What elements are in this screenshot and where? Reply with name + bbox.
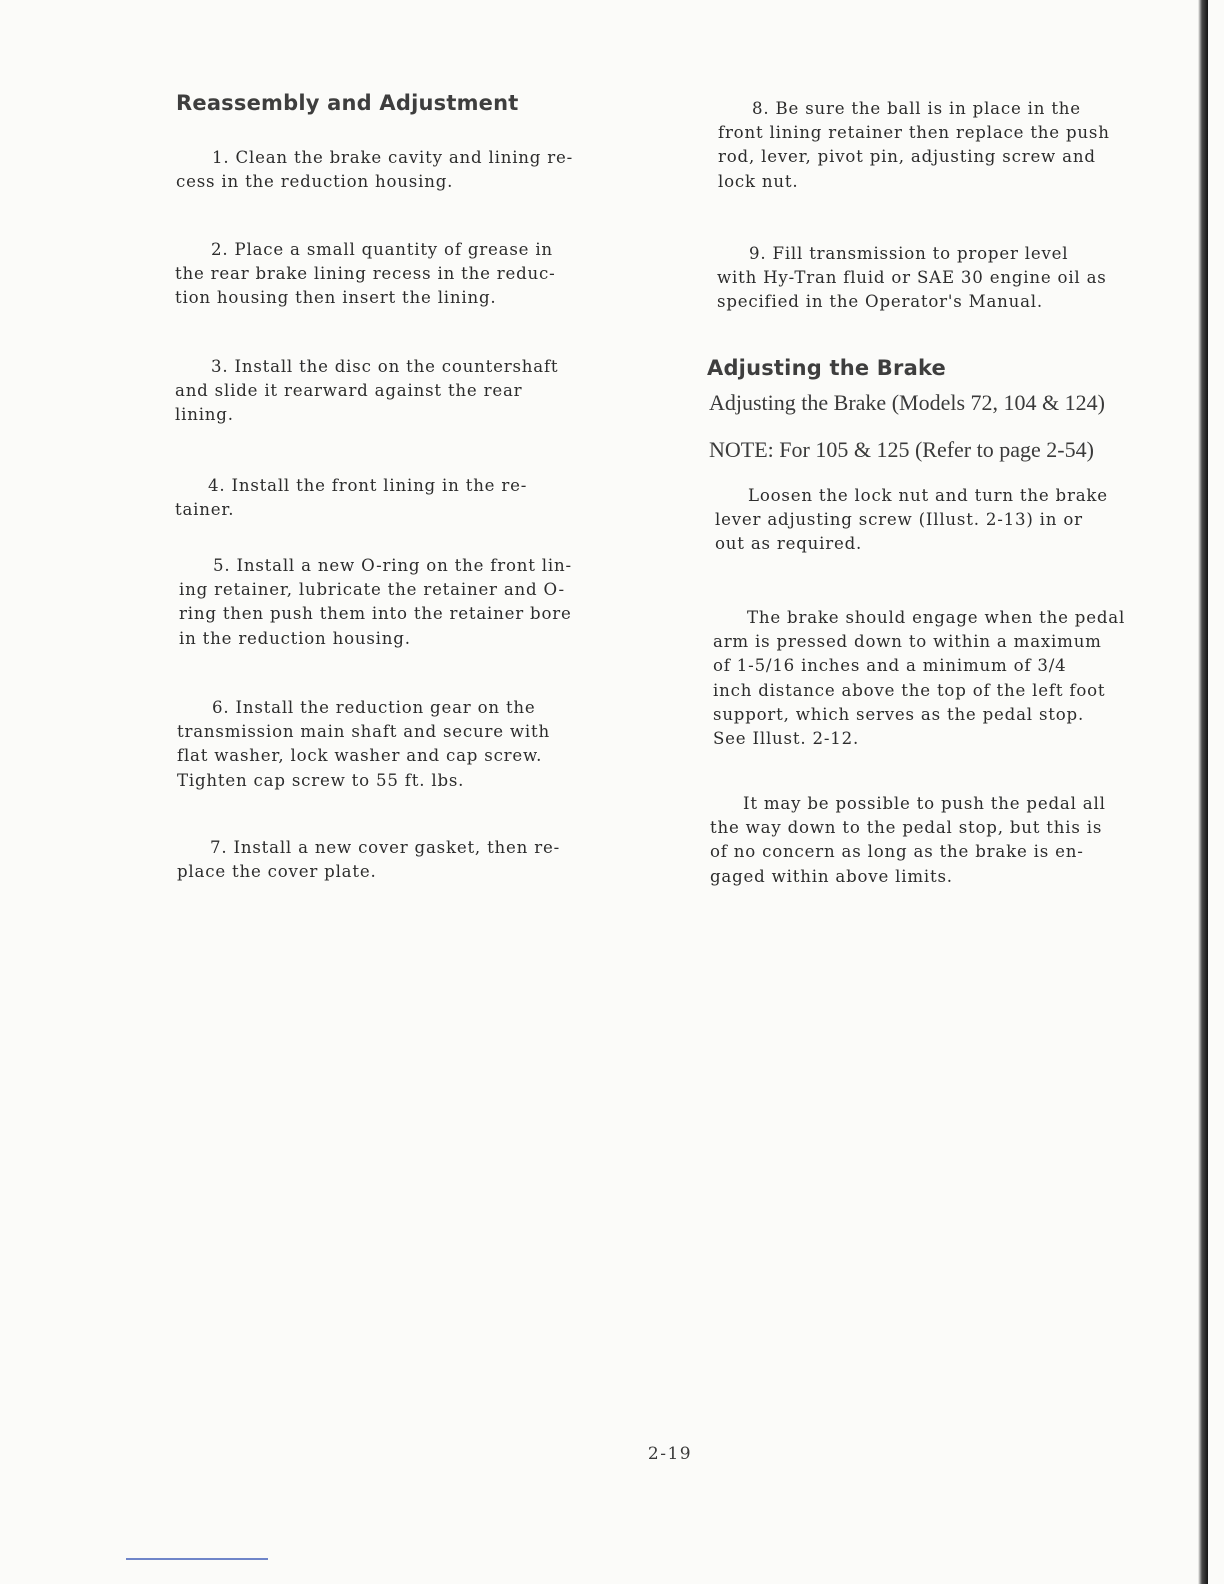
step-line: 6. Install the reduction gear on the <box>212 698 536 717</box>
step-line: 3. Install the disc on the countershaft <box>211 357 559 376</box>
step-line: cess in the reduction housing. <box>176 172 454 192</box>
paragraph-line: gaged within above limits. <box>710 866 953 886</box>
step-2 <box>175 238 556 311</box>
step-5 <box>179 554 572 651</box>
brake-paragraph-1 <box>715 484 1108 557</box>
step-line: lining. <box>175 405 234 425</box>
step-line: flat washer, lock washer and cap screw. <box>177 746 543 766</box>
step-4 <box>175 474 527 522</box>
adjusting-brake-models: Adjusting the Brake (Models 72, 104 & 124) <box>709 390 1105 415</box>
footer-rule <box>126 1558 268 1560</box>
paragraph-line: support, which serves as the pedal stop. <box>713 704 1085 724</box>
step-line: ring then push them into the retainer bore <box>179 604 572 624</box>
step-1 <box>176 146 573 194</box>
step-line: Tighten cap screw to 55 ft. lbs. <box>177 770 465 790</box>
paragraph-line: Loosen the lock nut and turn the brake <box>748 486 1108 505</box>
step-8 <box>718 97 1110 194</box>
paragraph-line: of 1-5/16 inches and a minimum of 3/4 <box>713 656 1067 676</box>
step-line: tion housing then insert the lining. <box>175 288 497 308</box>
brake-paragraph-2 <box>713 606 1125 751</box>
brake-note: NOTE: For 105 & 125 (Refer to page 2-54) <box>709 437 1094 462</box>
step-line: 9. Fill transmission to proper level <box>749 244 1069 263</box>
paragraph-line: It may be possible to push the pedal all <box>743 794 1106 813</box>
step-line: place the cover plate. <box>177 862 377 882</box>
step-line: tainer. <box>175 500 235 520</box>
page-number: 2-19 <box>647 1444 693 1464</box>
step-line: 7. Install a new cover gasket, then re- <box>210 838 560 857</box>
step-line: transmission main shaft and secure with <box>177 722 550 742</box>
paragraph-line: out as required. <box>715 534 863 554</box>
paragraph-line: the way down to the pedal stop, but this is <box>710 818 1103 838</box>
step-line: the rear brake lining recess in the reduc- <box>175 264 556 284</box>
step-line: 5. Install a new O-ring on the front lin- <box>213 556 572 575</box>
step-line: 2. Place a small quantity of grease in <box>211 240 553 259</box>
step-line: 1. Clean the brake cavity and lining re- <box>212 148 574 167</box>
step-line: in the reduction housing. <box>179 628 411 648</box>
paragraph-line: inch distance above the top of the left foot <box>713 680 1106 700</box>
step-7 <box>177 836 560 884</box>
step-9 <box>717 242 1107 315</box>
step-line: and slide it rearward against the rear <box>175 381 523 401</box>
step-line: 8. Be sure the ball is in place in the <box>752 99 1081 118</box>
step-line: rod, lever, pivot pin, adjusting screw and <box>718 147 1096 167</box>
paragraph-line: lever adjusting screw (Illust. 2-13) in or <box>715 510 1083 530</box>
paragraph-line: arm is pressed down to within a maximum <box>713 632 1102 652</box>
step-line: specified in the Operator's Manual. <box>717 292 1043 312</box>
paragraph-line: of no concern as long as the brake is en- <box>710 842 1084 862</box>
paragraph-line: The brake should engage when the pedal <box>747 608 1126 627</box>
paragraph-line: See Illust. 2-12. <box>713 729 860 749</box>
step-6 <box>177 696 550 793</box>
scan-edge <box>1198 0 1208 1584</box>
step-line: front lining retainer then replace the push <box>718 123 1110 143</box>
adjusting-brake-heading: Adjusting the Brake <box>707 356 946 380</box>
step-line: ing retainer, lubricate the retainer and O- <box>179 580 565 600</box>
step-line: lock nut. <box>718 171 799 191</box>
reassembly-heading: Reassembly and Adjustment <box>176 91 519 115</box>
step-line: 4. Install the front lining in the re- <box>208 476 528 495</box>
step-3 <box>175 355 558 428</box>
brake-paragraph-3 <box>710 792 1106 889</box>
step-line: with Hy-Tran fluid or SAE 30 engine oil as <box>717 268 1107 288</box>
